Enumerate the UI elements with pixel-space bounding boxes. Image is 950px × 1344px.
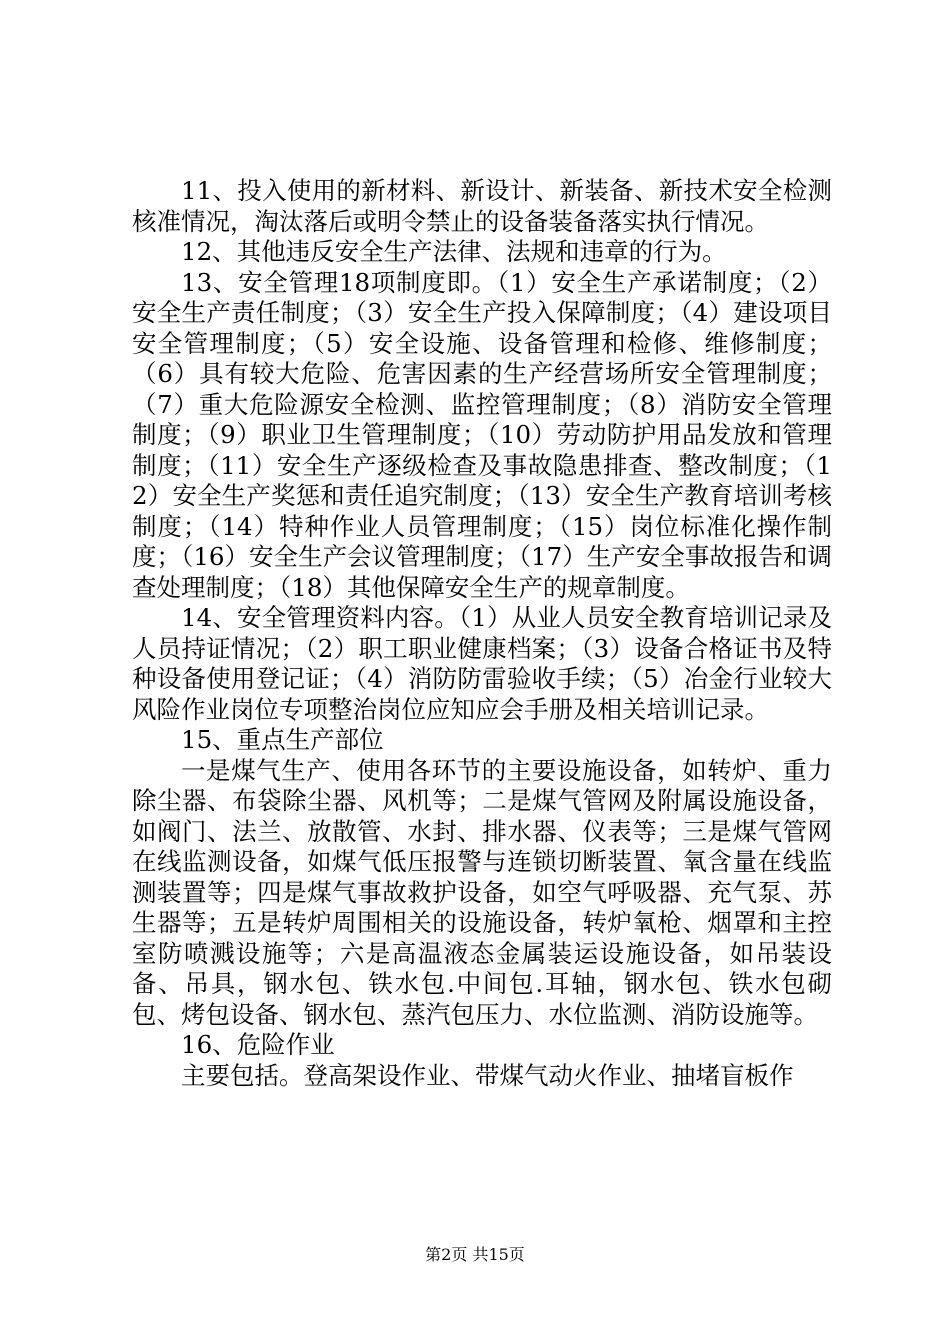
section-heading-15: 15、重点生产部位 xyxy=(181,725,384,754)
paragraph-dangerous-work: 主要包括。登高架设作业、带煤气动火作业、抽堵盲板作 xyxy=(181,1060,794,1090)
paragraph-item-11: 11、投入使用的新材料、新设计、新装备、新技术安全检测核准情况，淘汰落后或明令禁止的设备装备落实执行情况。 xyxy=(132,176,832,236)
section-heading-16: 16、危险作业 xyxy=(181,1030,335,1059)
page-body xyxy=(132,176,832,1091)
paragraph-item-13: 13、安全管理18项制度即。（1）安全生产承诺制度；（2）安全生产责任制度；（3）安全生产投入保障制度；（4）建设项目安全管理制度；（5）安全设施、设备管理和检修、维修制度；（6）具有较大危险、危害因素的生产经营场所安全管理制度；（7）重大危险源安全检测、监控管理制度；（8）消防安全管理制度；（9）职业卫生管理制度；（10）劳动防护用品发放和管理制度；（11）安全生产逐级检查及事故隐患排查、整改制度；（12）安全生产奖惩和责任追究制度；（13）安全生产教育培训考核制度；（14）特种作业人员管理制度；（15）岗位标准化操作制度；（16）安全生产会议管理制度；（17）生产安全事故报告和调查处理制度；（18）其他保障安全生产的规章制度。 xyxy=(132,267,832,602)
page-footer: 第2页 共15页 xyxy=(425,1245,525,1264)
paragraph-key-locations: 一是煤气生产、使用各环节的主要设施设备，如转炉、重力除尘器、布袋除尘器、风机等；二是煤气管网及附属设施设备，如阀门、法兰、放散管、水封、排水器、仪表等；三是煤气管网在线监测设备，如煤气低压报警与连锁切断装置、氧含量在线监测装置等；四是煤气事故救护设备，如空气呼吸器、充气泵、苏生器等；五是转炉周围相关的设施设备，转炉氧枪、烟罩和主控室防喷溅设施等；六是高温液态金属装运设施设备，如吊装设备、吊具，钢水包、铁水包.中间包.耳轴，钢水包、铁水包砌包、烤包设备、钢水包、蒸汽包压力、水位监测、消防设施等。 xyxy=(132,755,832,1029)
paragraph-item-14: 14、安全管理资料内容。（1）从业人员安全教育培训记录及人员持证情况；（2）职工职业健康档案；（3）设备合格证书及特种设备使用登记证；（4）消防防雷验收手续；（5）冶金行业较大风险作业岗位专项整治岗位应知应会手册及相关培训记录。 xyxy=(132,603,832,724)
paragraph-item-12: 12、其他违反安全生产法律、法规和违章的行为。 xyxy=(181,237,727,266)
